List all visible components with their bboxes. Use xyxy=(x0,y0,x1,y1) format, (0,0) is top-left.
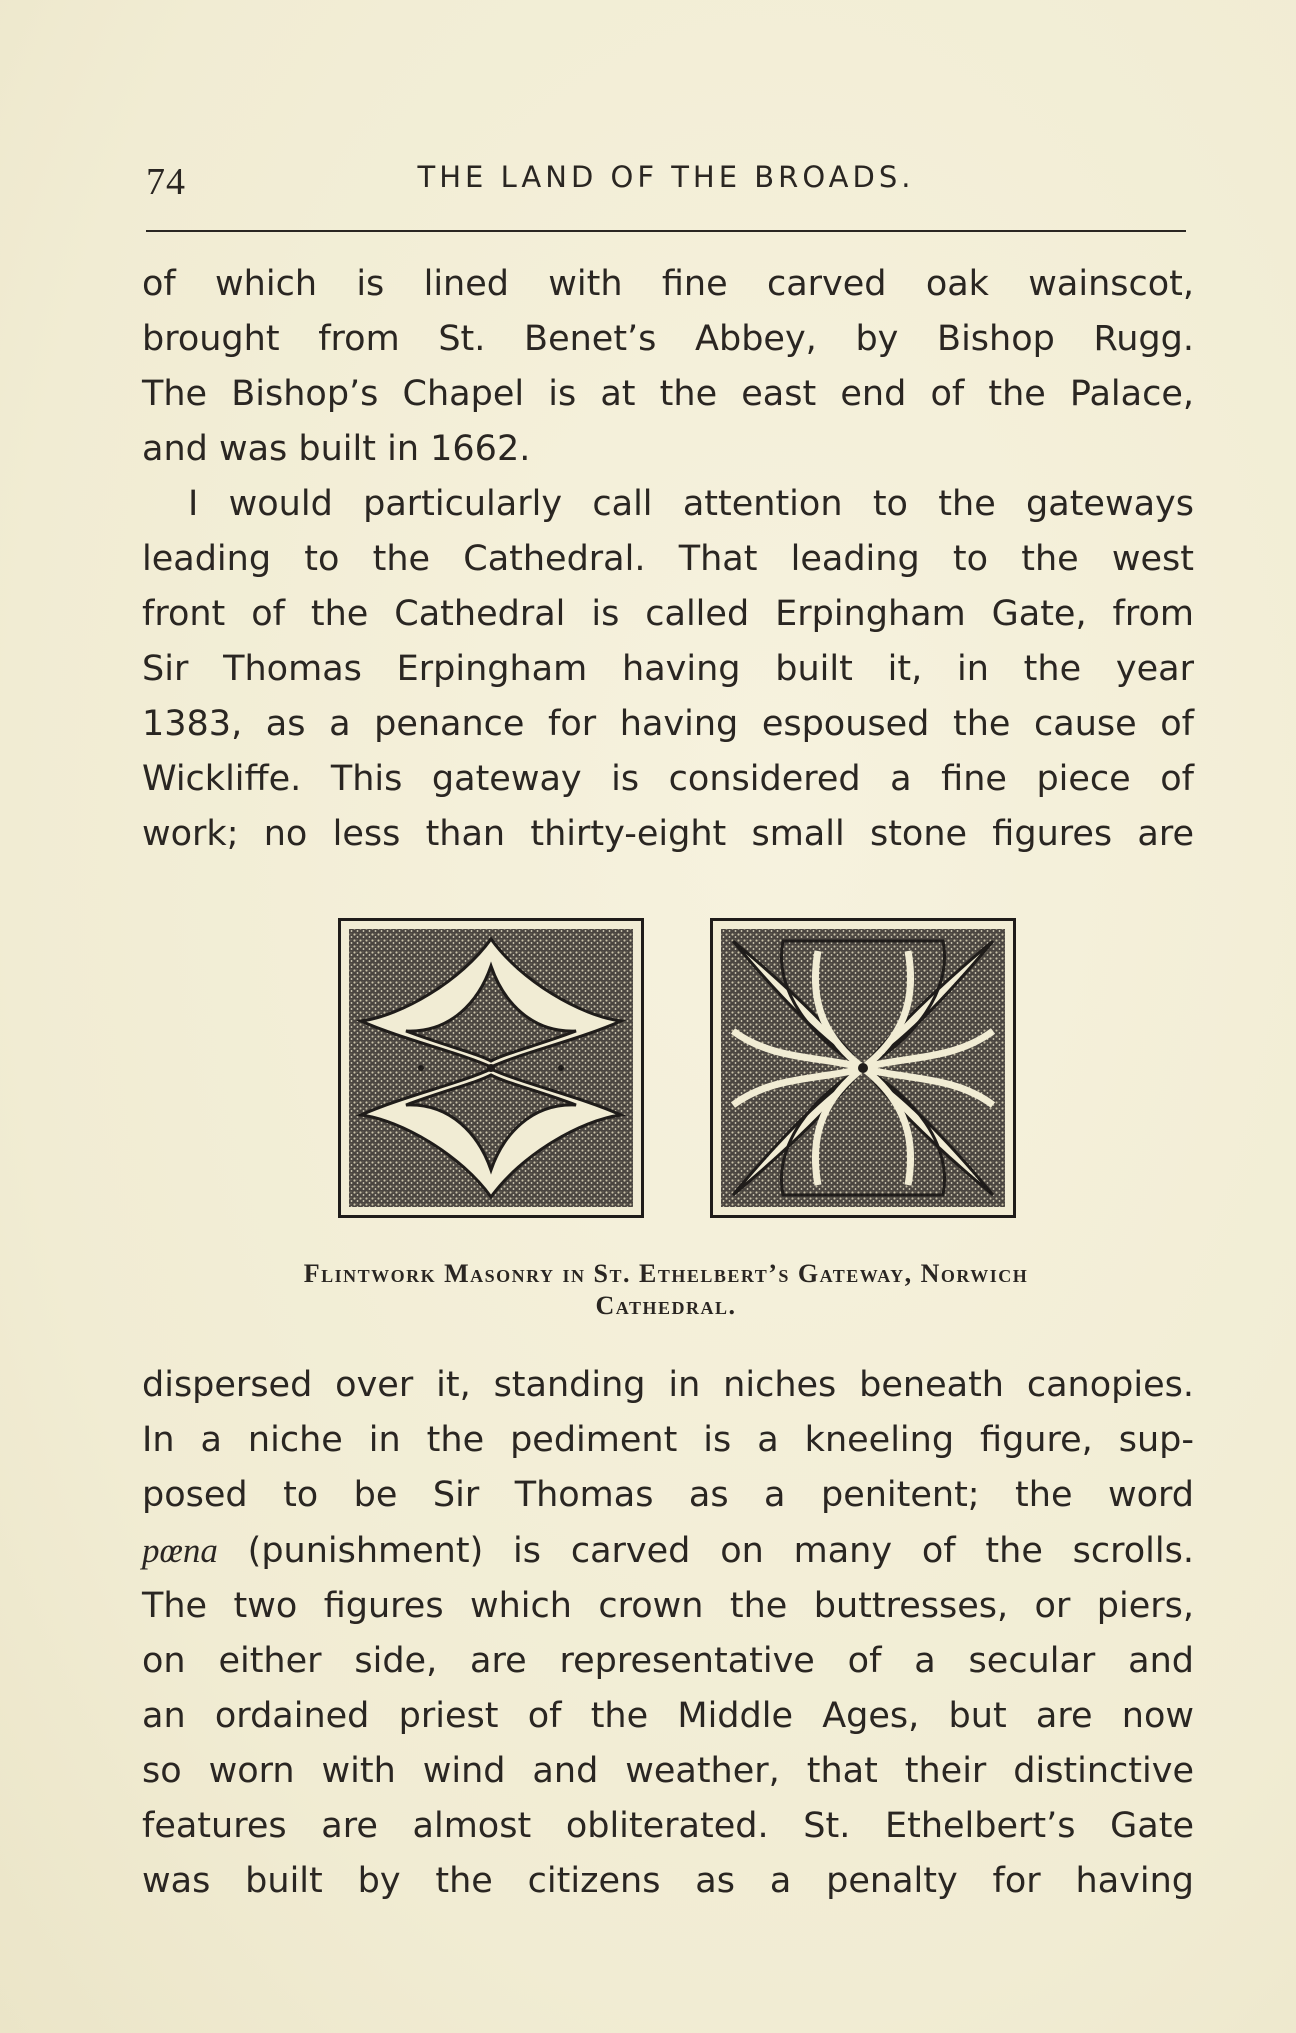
text-line: Sir Thomas Erpingham having built it, in the year xyxy=(142,649,1194,689)
text-line: Wickliffe. This gateway is considered a fine piece of xyxy=(142,759,1194,799)
text-line: of which is lined with fine carved oak wainscot, xyxy=(142,264,1194,304)
text-line: 1383, as a penance for having espoused the cause of xyxy=(142,704,1194,744)
text-line: The two figures which crown the buttresses, or piers, xyxy=(142,1586,1194,1626)
page-header xyxy=(146,160,1186,210)
text-line: posed to be Sir Thomas as a penitent; the word xyxy=(142,1475,1194,1515)
text-line: an ordained priest of the Middle Ages, but are now xyxy=(142,1696,1194,1736)
latin-word-poena: pœna xyxy=(142,1531,218,1570)
text-line: so worn with wind and weather, that their distinctive xyxy=(142,1751,1194,1791)
header-rule xyxy=(146,230,1186,232)
flintwork-panel-right xyxy=(710,918,1016,1218)
page-number: 74 xyxy=(146,161,186,203)
figure-caption xyxy=(146,1258,1186,1322)
flintwork-pattern-right xyxy=(713,921,1013,1215)
text-line xyxy=(142,1523,1194,1579)
caption-line-1: Flintwork Masonry in St. Ethelbert’s Gateway, Norwich xyxy=(303,1259,1029,1288)
text-line: and was built in 1662. xyxy=(142,429,531,469)
text-line: front of the Cathedral is called Erpingham Gate, from xyxy=(142,594,1194,634)
text-line: on either side, are representative of a secular and xyxy=(142,1641,1194,1681)
text-line: I would particularly call attention to the gateways xyxy=(188,484,1194,524)
text-line: work; no less than thirty-eight small stone figures are xyxy=(142,814,1194,854)
flintwork-panel-left xyxy=(338,918,644,1218)
text-line: features are almost obliterated. St. Ethelbert’s Gate xyxy=(142,1806,1194,1846)
text-line: In a niche in the pediment is a kneeling figure, sup- xyxy=(142,1420,1194,1460)
text-line: dispersed over it, standing in niches beneath canopies. xyxy=(142,1365,1194,1405)
text-line: was built by the citizens as a penalty for having xyxy=(142,1861,1194,1901)
running-title: THE LAND OF THE BROADS. xyxy=(417,160,915,194)
text-line: brought from St. Benet’s Abbey, by Bishop Rugg. xyxy=(142,319,1194,359)
text-block-top xyxy=(142,257,1194,862)
text-line: leading to the Cathedral. That leading to the west xyxy=(142,539,1194,579)
text-line: The Bishop’s Chapel is at the east end of the Palace, xyxy=(142,374,1194,414)
flintwork-pattern-left xyxy=(341,921,641,1215)
caption-line-2: Cathedral. xyxy=(595,1291,737,1320)
text-line-rest: (punishment) is carved on many of the scrolls. xyxy=(217,1531,1194,1571)
text-block-bottom xyxy=(142,1358,1194,1909)
